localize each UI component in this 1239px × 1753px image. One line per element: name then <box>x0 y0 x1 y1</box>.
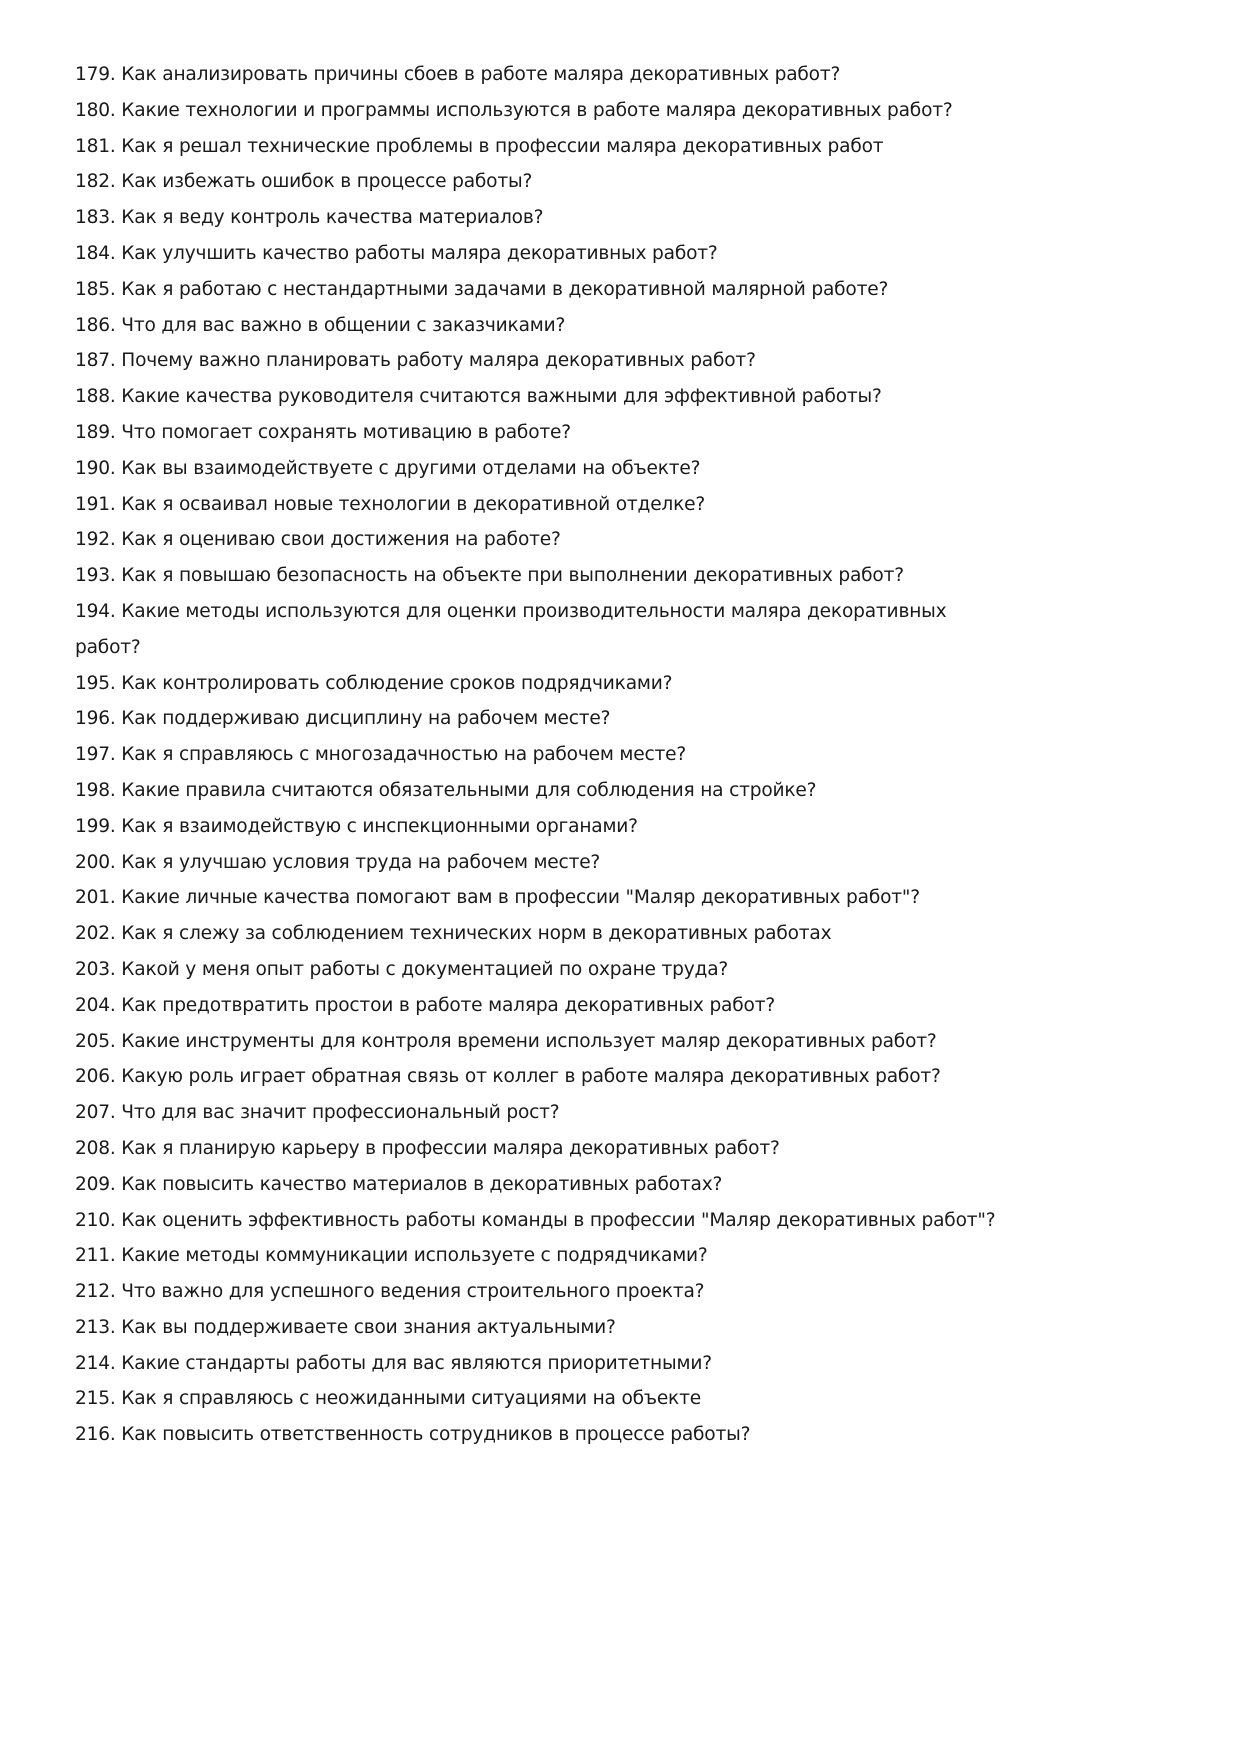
question-item: 210. Как оценить эффективность работы команды в профессии "Маляр декоративных работ"? <box>75 1209 996 1231</box>
question-item: 208. Как я планирую карьеру в профессии маляра декоративных работ? <box>75 1137 780 1159</box>
question-list <box>75 57 1015 1453</box>
question-item: 207. Что для вас значит профессиональный рост? <box>75 1102 560 1124</box>
question-item: 211. Какие методы коммуникации используете с подрядчиками? <box>75 1245 708 1267</box>
question-item: 199. Как я взаимодействую с инспекционными органами? <box>75 815 638 837</box>
question-item: 205. Какие инструменты для контроля времени использует маляр декоративных работ? <box>75 1030 937 1052</box>
question-item: 182. Как избежать ошибок в процессе работы? <box>75 171 533 193</box>
question-item: 213. Как вы поддерживаете свои знания актуальными? <box>75 1316 616 1338</box>
question-item: 191. Как я осваивал новые технологии в декоративной отделке? <box>75 493 706 515</box>
question-item: 202. Как я слежу за соблюдением технических норм в декоративных работах <box>75 923 832 945</box>
question-item: 188. Какие качества руководителя считаются важными для эффективной работы? <box>75 386 882 408</box>
question-item: 184. Как улучшить качество работы маляра декоративных работ? <box>75 242 718 264</box>
question-item: 206. Какую роль играет обратная связь от коллег в работе маляра декоративных работ? <box>75 1066 941 1088</box>
question-item: 195. Как контролировать соблюдение сроков подрядчиками? <box>75 672 673 694</box>
question-item: 214. Какие стандарты работы для вас являются приоритетными? <box>75 1352 712 1374</box>
question-item: 198. Какие правила считаются обязательными для соблюдения на стройке? <box>75 779 817 801</box>
question-item: 189. Что помогает сохранять мотивацию в работе? <box>75 421 571 443</box>
question-item: 204. Как предотвратить простои в работе маляра декоративных работ? <box>75 994 775 1016</box>
question-item: 181. Как я решал технические проблемы в профессии маляра декоративных работ <box>75 135 884 157</box>
question-item: 185. Как я работаю с нестандартными задачами в декоративной малярной работе? <box>75 278 889 300</box>
question-item: 200. Как я улучшаю условия труда на рабочем месте? <box>75 851 601 873</box>
question-item: 197. Как я справляюсь с многозадачностью на рабочем месте? <box>75 744 687 766</box>
question-item: 190. Как вы взаимодействуете с другими отделами на объекте? <box>75 457 701 479</box>
question-item: 212. Что важно для успешного ведения строительного проекта? <box>75 1281 705 1303</box>
question-item: 192. Как я оцениваю свои достижения на работе? <box>75 529 561 551</box>
question-item: 193. Как я повышаю безопасность на объекте при выполнении декоративных работ? <box>75 565 904 587</box>
question-item: 196. Как поддерживаю дисциплину на рабочем месте? <box>75 708 611 730</box>
question-item: 216. Как повысить ответственность сотрудников в процессе работы? <box>75 1424 751 1446</box>
question-item: 203. Какой у меня опыт работы с документацией по охране труда? <box>75 958 729 980</box>
question-item: 187. Почему важно планировать работу маляра декоративных работ? <box>75 350 756 372</box>
question-item: 179. Как анализировать причины сбоев в работе маляра декоративных работ? <box>75 64 841 85</box>
question-item: 186. Что для вас важно в общении с заказчиками? <box>75 314 566 336</box>
question-item: 194. Какие методы используются для оценки производительности маляра декоративных работ? <box>75 600 947 658</box>
question-item: 183. Как я веду контроль качества материалов? <box>75 207 544 229</box>
question-item: 215. Как я справляюсь с неожиданными ситуациями на объекте <box>75 1388 701 1410</box>
question-item: 209. Как повысить качество материалов в декоративных работах? <box>75 1173 723 1195</box>
question-item: 180. Какие технологии и программы используются в работе маляра декоративных работ? <box>75 99 953 121</box>
question-item: 201. Какие личные качества помогают вам в профессии "Маляр декоративных работ"? <box>75 887 920 909</box>
